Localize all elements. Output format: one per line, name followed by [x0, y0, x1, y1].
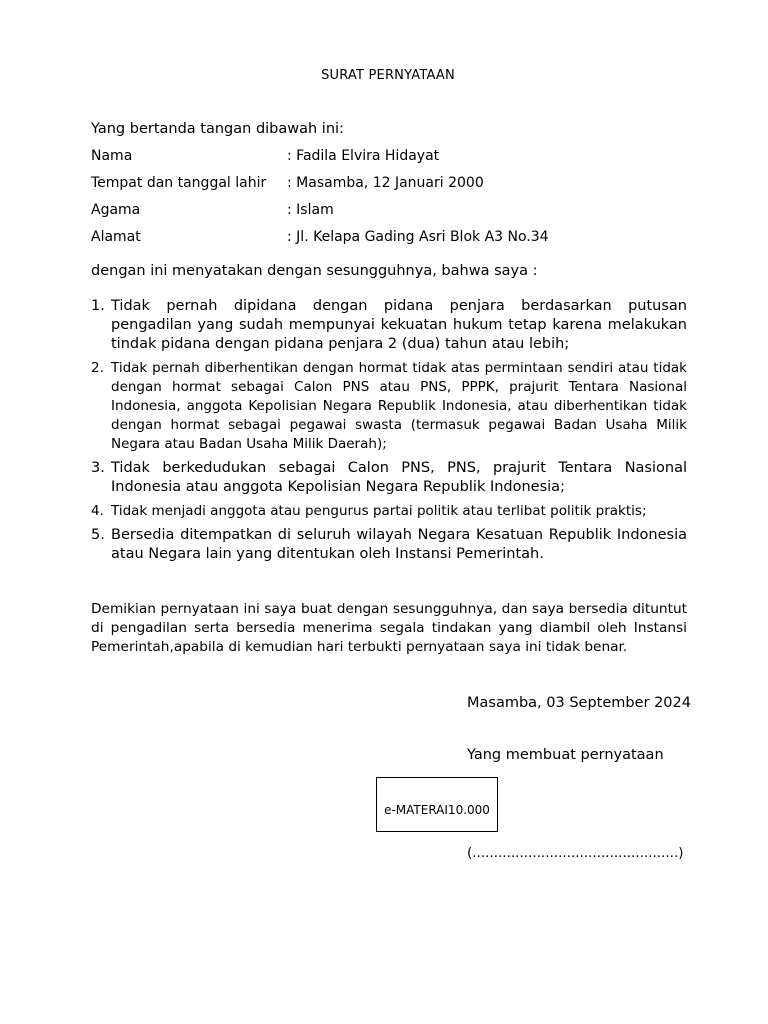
field-label: Nama — [91, 148, 133, 164]
list-item-text: Tidak menjadi anggota atau pengurus partai politik atau terlibat politik praktis; — [111, 503, 647, 519]
statement-list — [91, 297, 687, 569]
list-item-number: 3. — [91, 460, 105, 476]
list-item — [91, 526, 687, 564]
list-item — [91, 502, 687, 521]
signature-role: Yang membuat pernyataan — [467, 747, 664, 763]
signature-place-date: Masamba, 03 September 2024 — [467, 695, 691, 711]
e-materai-stamp — [376, 777, 498, 832]
list-item-number: 5. — [91, 527, 105, 543]
list-item-number: 4. — [91, 503, 104, 519]
field-value: : Islam — [287, 202, 334, 218]
intro-text: Yang bertanda tangan dibawah ini: — [91, 121, 344, 137]
field-label: Tempat dan tanggal lahir — [91, 175, 267, 191]
document-title: SURAT PERNYATAAN — [321, 68, 455, 83]
field-label: Agama — [91, 202, 141, 218]
list-item-text: Tidak berkedudukan sebagai Calon PNS, PNS, prajurit Tentara Nasional Indonesia atau anggota Kepolisian Negara Republik Indonesia; — [111, 460, 687, 495]
list-item-number: 2. — [91, 360, 104, 376]
list-item-number: 1. — [91, 298, 105, 314]
field-value: : Jl. Kelapa Gading Asri Blok A3 No.34 — [287, 229, 549, 245]
declaration-text: dengan ini menyatakan dengan sesungguhnya, bahwa saya : — [91, 263, 538, 279]
stamp-label: e-MATERAI10.000 — [384, 803, 490, 817]
closing-paragraph: Demikian pernyataan ini saya buat dengan sesungguhnya, dan saya bersedia dituntut di pengadilan serta bersedia menerima segala tindakan yang diambil oleh Instansi Pemerintah,apabila di kemudian hari terbukti pernyataan saya ini tidak benar. — [91, 601, 687, 655]
signature-name-placeholder: (................................................) — [467, 845, 684, 861]
list-item — [91, 459, 687, 497]
field-label: Alamat — [91, 229, 141, 245]
list-item — [91, 359, 687, 454]
list-item-text: Tidak pernah dipidana dengan pidana penjara berdasarkan putusan pengadilan yang sudah mempunyai kekuatan hukum tetap karena melakukan tindak pidana dengan pidana penjara 2 (dua) tahun atau lebih; — [111, 298, 687, 352]
field-value: : Fadila Elvira Hidayat — [287, 148, 439, 164]
list-item-text: Bersedia ditempatkan di seluruh wilayah Negara Kesatuan Republik Indonesia atau Negara lain yang ditentukan oleh Instansi Pemerintah. — [111, 527, 687, 562]
list-item — [91, 297, 687, 354]
field-value: : Masamba, 12 Januari 2000 — [287, 175, 484, 191]
list-item-text: Tidak pernah diberhentikan dengan hormat tidak atas permintaan sendiri atau tidak dengan hormat sebagai Calon PNS atau PNS, PPPK, prajurit Tentara Nasional Indonesia, anggota Kepolisian Negara Republik Indonesia, atau diberhentikan tidak dengan hormat sebagai pegawai swasta (termasuk pegawai Badan Usaha Milik Negara atau Badan Usaha Milik Daerah); — [111, 360, 687, 452]
